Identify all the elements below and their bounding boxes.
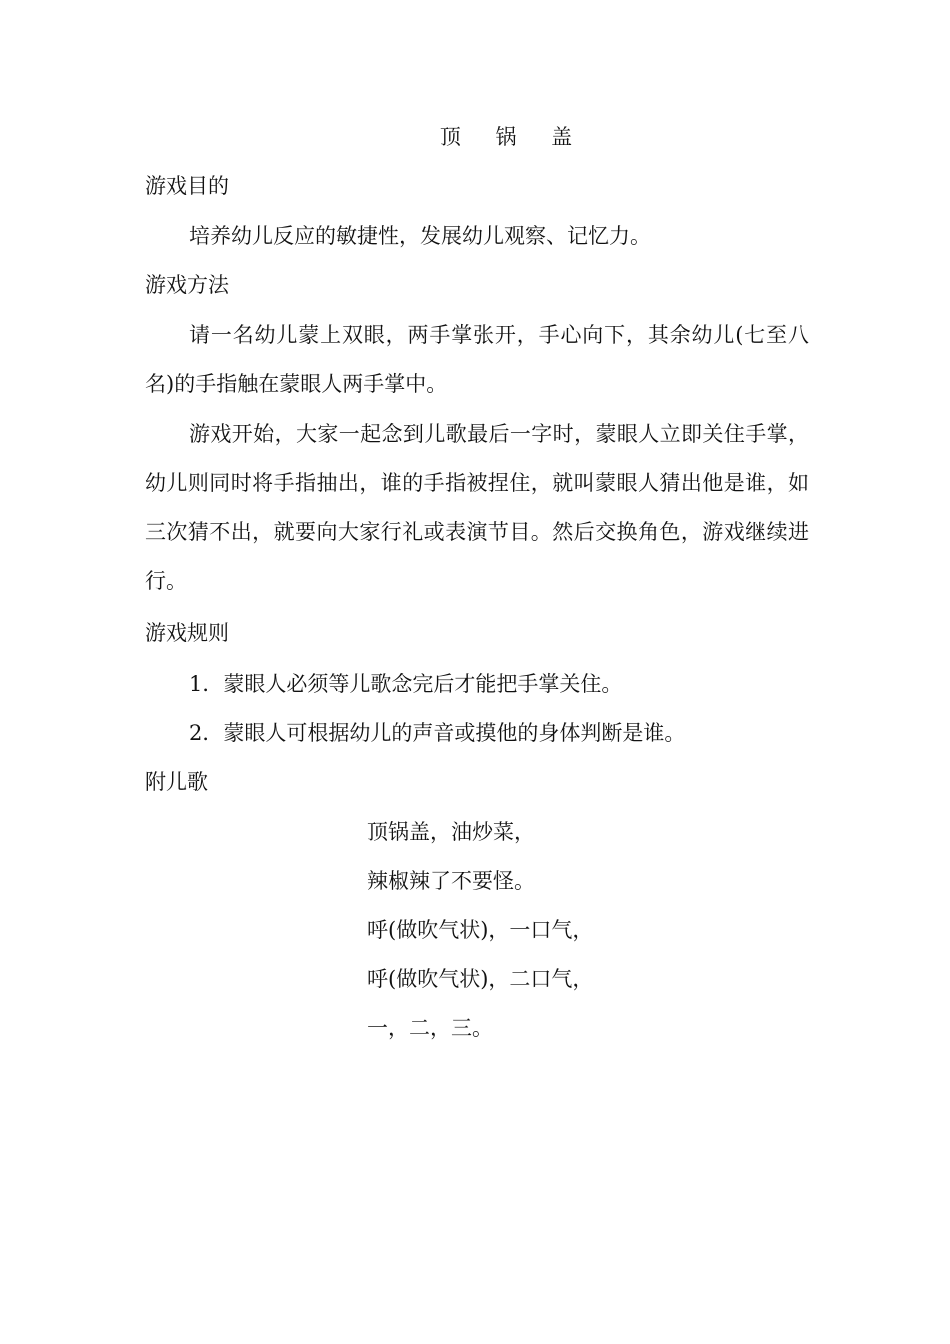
song-line: 辣椒辣了不要怪。 bbox=[367, 869, 535, 893]
document-title: 顶 锅 盖 bbox=[439, 125, 587, 149]
purpose-text: 培养幼儿反应的敏捷性，发展幼儿观察、记忆力。 bbox=[189, 224, 651, 248]
rule-item-1: 1．蒙眼人必须等儿歌念完后才能把手掌关住。 bbox=[189, 672, 623, 696]
method-paragraph-2: 游戏开始，大家一起念到儿歌最后一字时，蒙眼人立即关住手掌，幼儿则同时将手指抽出，谁的手指被捏住，就叫蒙眼人猜出他是谁，如三次猜不出，就要向大家行礼或表演节目。然后交换角色，游戏继续进行。 bbox=[145, 422, 809, 593]
rule-item-2: 2．蒙眼人可根据幼儿的声音或摸他的身体判断是谁。 bbox=[189, 721, 686, 745]
song-lyrics bbox=[367, 808, 593, 1053]
section-heading-song: 附儿歌 bbox=[145, 770, 208, 794]
song-line: 顶锅盖，油炒菜， bbox=[367, 820, 535, 844]
section-heading-rules: 游戏规则 bbox=[145, 621, 229, 645]
song-line: 呼(做吹气状)，一口气， bbox=[367, 918, 594, 942]
section-heading-purpose: 游戏目的 bbox=[145, 174, 229, 198]
song-line: 一，二，三。 bbox=[367, 1016, 493, 1040]
song-line: 呼(做吹气状)，二口气， bbox=[367, 967, 594, 991]
method-paragraph-1: 请一名幼儿蒙上双眼，两手掌张开，手心向下，其余幼儿(七至八名)的手指触在蒙眼人两手掌中。 bbox=[145, 323, 809, 396]
section-heading-method: 游戏方法 bbox=[145, 273, 229, 297]
